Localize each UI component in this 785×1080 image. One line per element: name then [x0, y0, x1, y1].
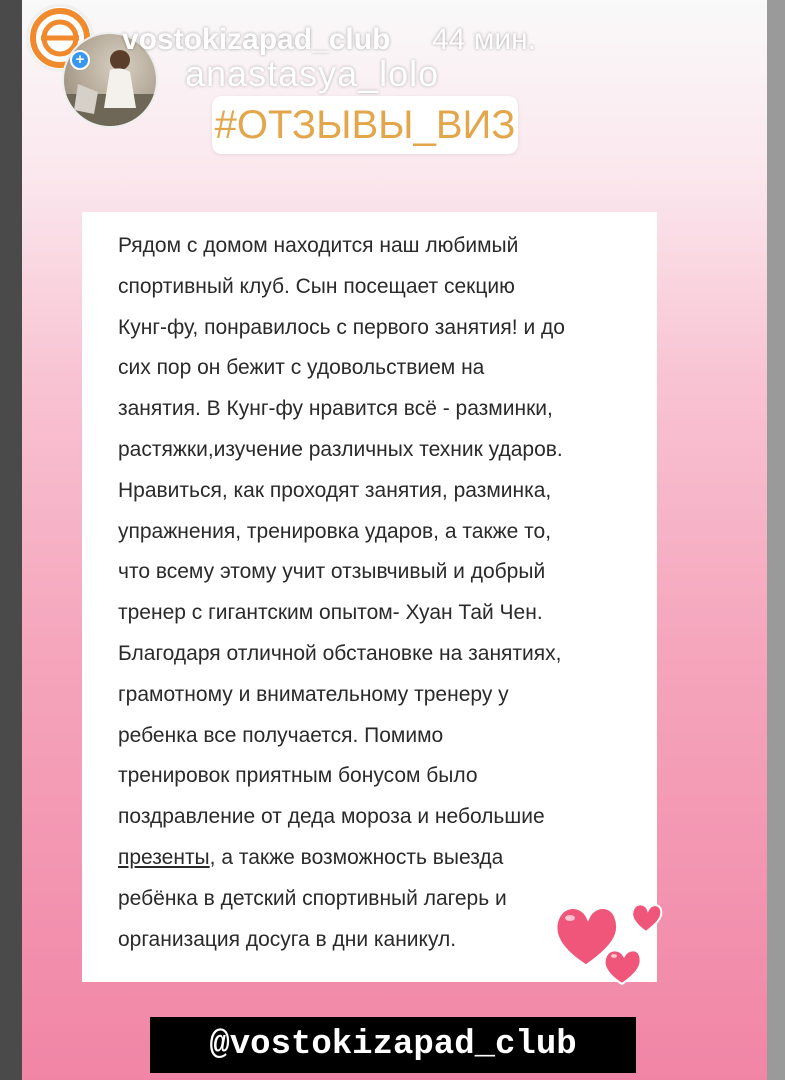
story-username[interactable]: vostokizapad_club: [122, 23, 391, 56]
heart-icon: [605, 950, 641, 984]
review-line: грамотному и внимательному тренеру у: [118, 682, 509, 706]
review-text: [118, 226, 643, 960]
review-line: Благодаря отличной обстановке на занятиях,: [118, 641, 562, 665]
review-line: тренировок приятным бонусом было: [118, 764, 478, 788]
review-line: ребёнка в детский спортивный лагерь и: [118, 886, 507, 910]
review-line: тренер с гигантским опытом- Хуан Тай Чен.: [118, 601, 543, 625]
review-line: [118, 838, 643, 879]
review-line: спортивный клуб. Сын посещает секцию: [118, 274, 515, 298]
review-line: ребенка все получается. Помимо: [118, 723, 444, 747]
footer-mention-tag[interactable]: @vostokizapad_club: [150, 1017, 636, 1073]
story-time: 44 мин.: [432, 23, 536, 56]
review-line: занятия. В Кунг-фу нравится всё - разминки,: [118, 397, 553, 421]
review-line: упражнения, тренировка ударов, а также то,: [118, 519, 552, 543]
review-line: Кунг-фу, понравилось с первого занятия! и до: [118, 315, 565, 339]
review-line: растяжки,изучение различных техник ударов.: [118, 437, 563, 461]
heart-icon: [632, 904, 661, 932]
underlined-word: презенты: [118, 845, 210, 869]
story-header: [0, 0, 785, 170]
hearts-sticker: [548, 888, 663, 988]
hashtag-sticker[interactable]: #ОТЗЫВЫ_ВИЗ: [212, 96, 518, 154]
review-line: поздравление от деда мороза и небольшие: [118, 805, 545, 829]
review-line: Рядом с домом находится наш любимый: [118, 234, 519, 257]
mention-sticker[interactable]: anastasya_lolo: [185, 53, 440, 94]
review-line: что всему этому учит отзывчивый и добрый: [118, 560, 546, 584]
review-line: Нравиться, как проходят занятия, разминка,: [118, 478, 552, 502]
plus-icon[interactable]: +: [70, 50, 90, 70]
review-line: организация досуга в дни каникул.: [118, 927, 457, 951]
review-line: сих пор он бежит с удовольствием на: [118, 356, 485, 380]
review-line-rest: , а также возможность выезда: [209, 845, 504, 869]
review-card: [82, 212, 657, 982]
